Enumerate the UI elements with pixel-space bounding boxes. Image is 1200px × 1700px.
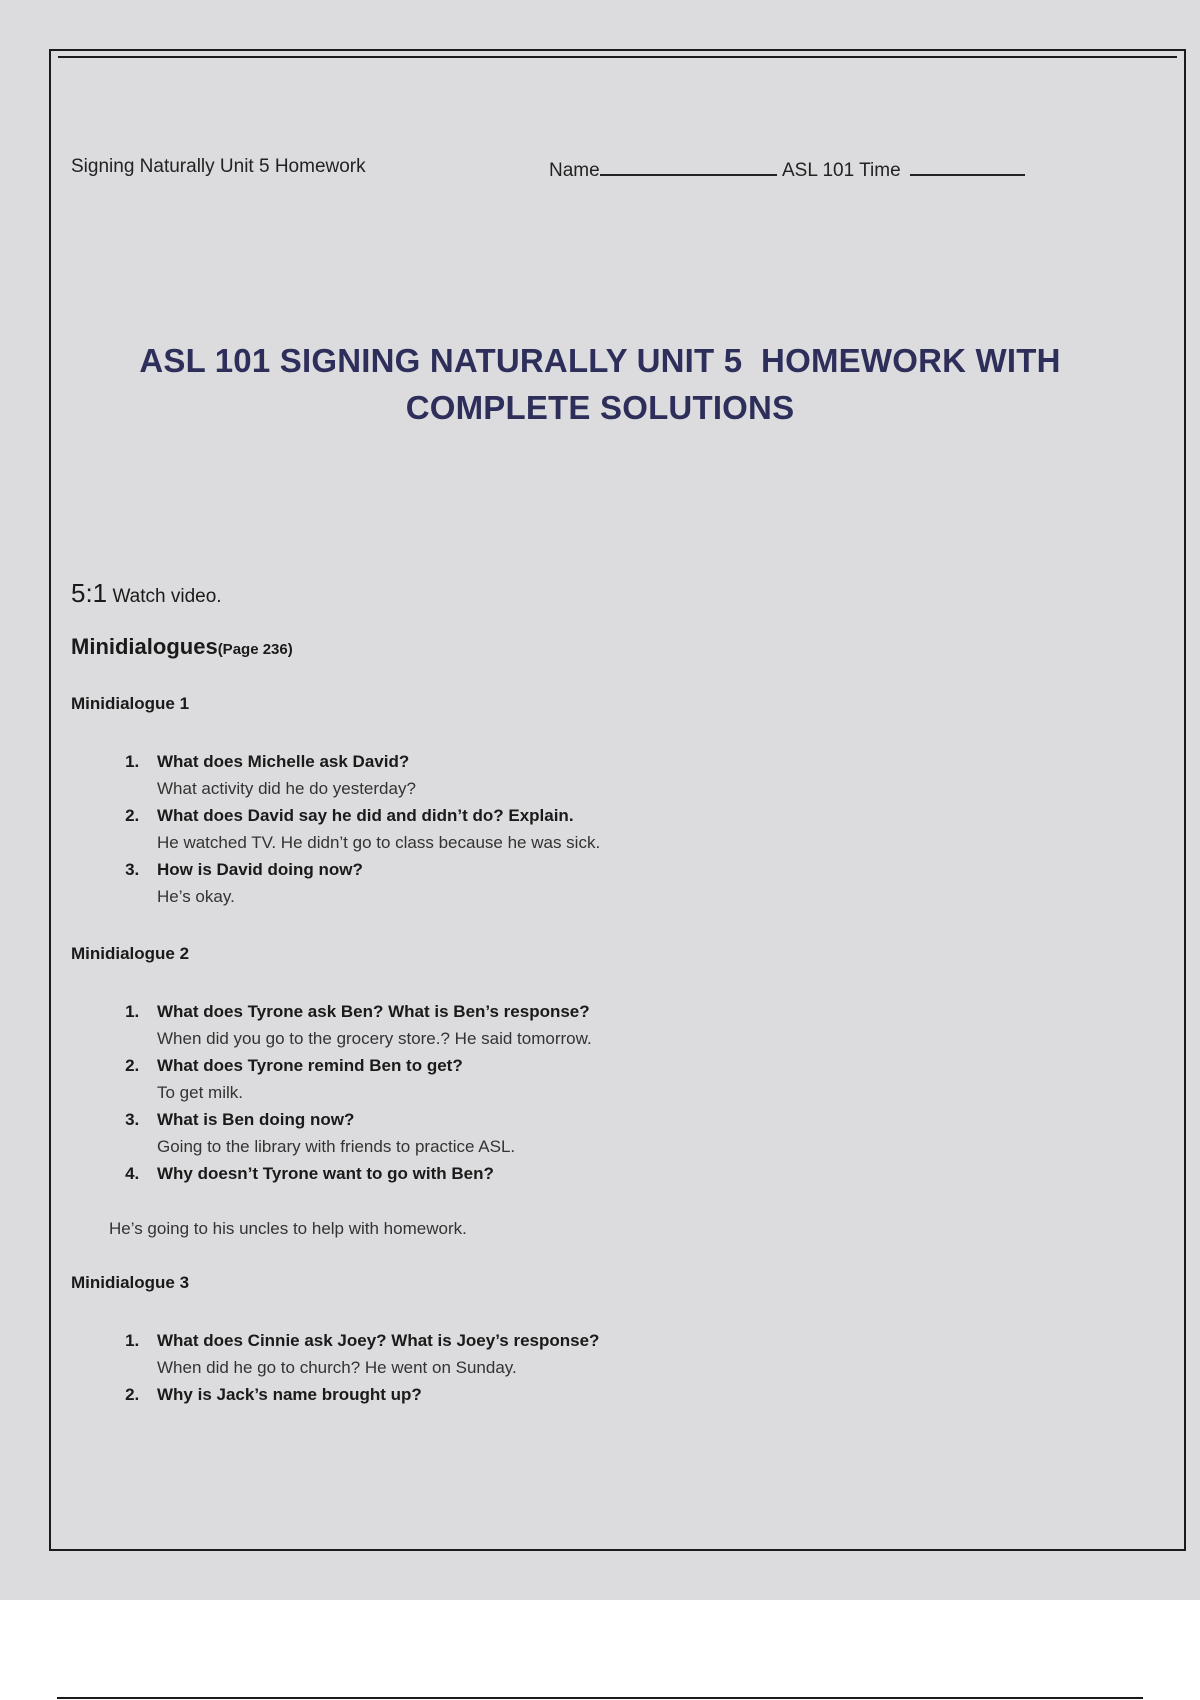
question-item (144, 856, 1071, 910)
question-text: 2. What does Tyrone remind Ben to get? (157, 1056, 463, 1075)
question-item (144, 1160, 1071, 1187)
page-reference: (Page 236) (217, 641, 293, 658)
homework-content (71, 578, 1071, 1408)
minidialogue-3-title: Minidialogue 3 (71, 1273, 190, 1292)
course-time-blank (910, 156, 1025, 176)
question-item (144, 998, 1071, 1052)
answer-text: He’s going to his uncles to help with homework. (109, 1219, 467, 1238)
minidialogue-3-questions (71, 1327, 1071, 1408)
question-text: 2. Why is Jack’s name brought up? (157, 1385, 422, 1404)
minidialogues-heading (71, 634, 1071, 660)
name-blank (600, 156, 777, 176)
page-title (80, 337, 1120, 431)
course-time-field (782, 156, 1025, 182)
answer-text: He’s okay. (157, 887, 235, 906)
question-item (144, 802, 1071, 856)
question-text: 1. What does Michelle ask David? (157, 752, 410, 771)
question-text: 3. What is Ben doing now? (157, 1110, 355, 1129)
question-item (144, 1327, 1071, 1381)
question-text: 2. What does David say he did and didn’t do? Explain. (157, 806, 574, 825)
question-item (144, 748, 1071, 802)
answer-text: When did you go to the grocery store.? He said tomorrow. (157, 1029, 592, 1048)
question-item (144, 1106, 1071, 1160)
answer-text: He watched TV. He didn’t go to class because he was sick. (157, 833, 601, 852)
question-text: 1. What does Tyrone ask Ben? What is Ben’s response? (157, 1002, 590, 1021)
minidialogue-1-questions (71, 748, 1071, 910)
next-page-top-rule (57, 1697, 1143, 1699)
frame-top-rule (58, 56, 1177, 58)
name-field (549, 156, 777, 182)
name-label: Name (549, 160, 600, 181)
question-text: 4. Why doesn’t Tyrone want to go with Ben? (157, 1164, 494, 1183)
minidialogues-title: Minidialogues (71, 634, 218, 659)
answer-text: Going to the library with friends to practice ASL. (157, 1137, 516, 1156)
document-header (71, 156, 1071, 180)
section-instruction: Watch video. (112, 586, 222, 607)
question-text: 1. What does Cinnie ask Joey? What is Joey’s response? (157, 1331, 600, 1350)
question-item (144, 1052, 1071, 1106)
page-title-line-2: COMPLETE SOLUTIONS (405, 389, 795, 426)
minidialogue-1-title: Minidialogue 1 (71, 694, 190, 713)
answer-text: To get milk. (157, 1083, 243, 1102)
header-doc-title: Signing Naturally Unit 5 Homework (71, 156, 366, 177)
question-text: 3. How is David doing now? (157, 860, 363, 879)
section-number: 5:1 (71, 578, 108, 608)
question-item (144, 1381, 1071, 1408)
minidialogue-2-title: Minidialogue 2 (71, 944, 190, 963)
minidialogue-2-questions (71, 998, 1071, 1187)
answer-text: What activity did he do yesterday? (157, 779, 416, 798)
page-title-line-1: ASL 101 SIGNING NATURALLY UNIT 5 HOMEWORK WITH (139, 342, 1061, 379)
section-heading (71, 578, 1071, 609)
course-time-label: ASL 101 Time (782, 160, 901, 181)
answer-text: When did he go to church? He went on Sunday. (157, 1358, 517, 1377)
